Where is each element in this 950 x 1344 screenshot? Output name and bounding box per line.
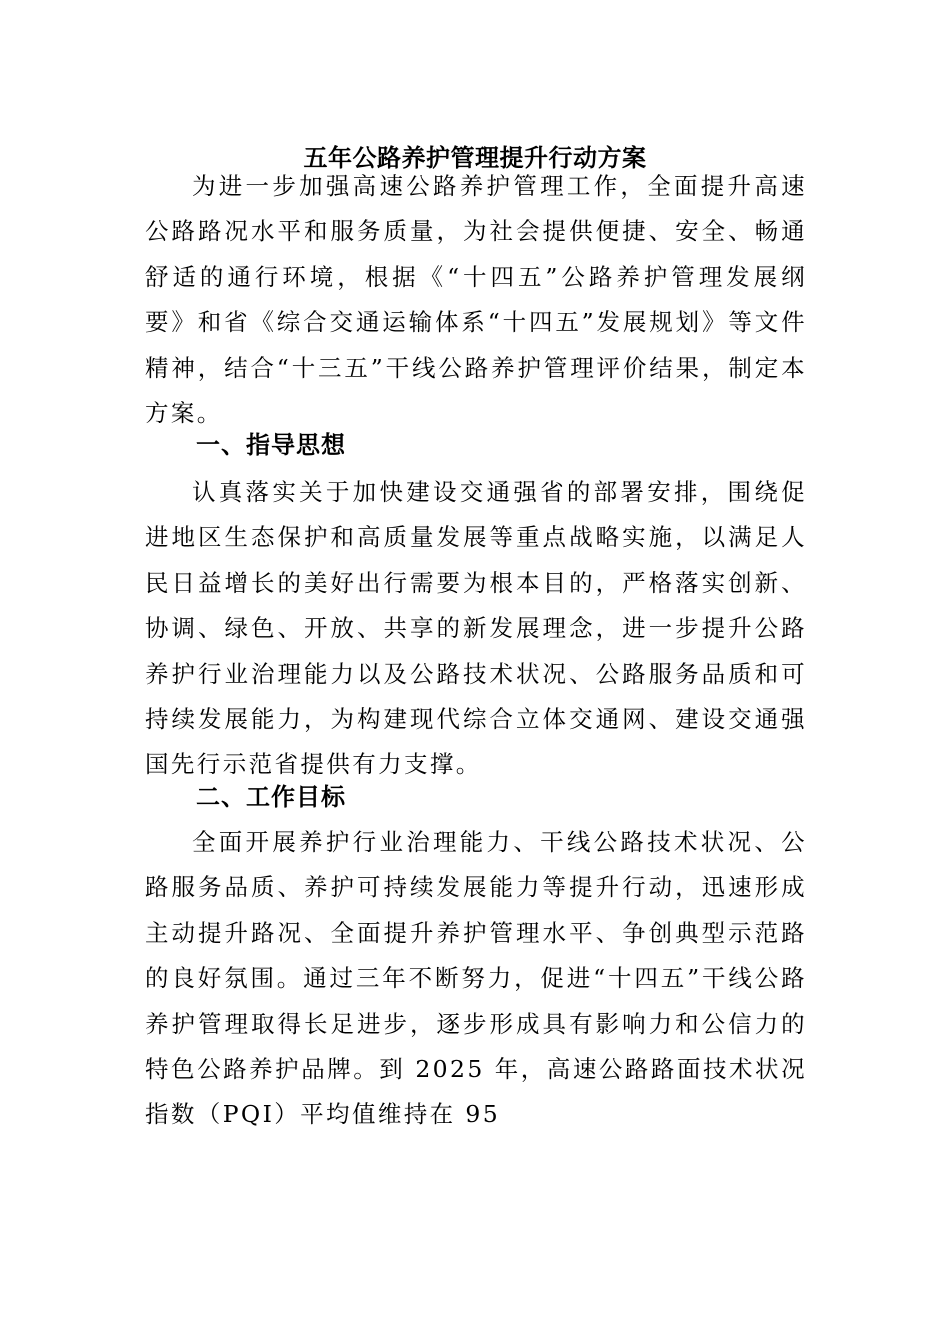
section-heading-work-goals: 二、工作目标 xyxy=(196,782,346,811)
intro-paragraph: 为进一步加强高速公路养护管理工作，全面提升高速公路路况水平和服务质量，为社会提供便捷、安全、畅通舒适的通行环境，根据《“十四五”公路养护管理发展纲要》和省《综合交通运输体系“十四五”发展规划》等文件精神，结合“十三五”干线公路养护管理评价结果，制定本方案。 xyxy=(145,172,807,428)
guiding-thought-paragraph: 认真落实关于加快建设交通强省的部署安排，围绕促进地区生态保护和高质量发展等重点战略实施，以满足人民日益增长的美好出行需要为根本目的，严格落实创新、协调、绿色、开放、共享的新发展理念，进一步提升公路养护行业治理能力以及公路技术状况、公路服务品质和可持续发展能力，为构建现代综合立体交通网、建设交通强国先行示范省提供有力支撑。 xyxy=(145,478,807,779)
work-goals-paragraph: 全面开展养护行业治理能力、干线公路技术状况、公路服务品质、养护可持续发展能力等提升行动，迅速形成主动提升路况、全面提升养护管理水平、争创典型示范路的良好氛围。通过三年不断努力，促进“十四五”干线公路养护管理取得长足进步，逐步形成具有影响力和公信力的特色公路养护品牌。到 2025 年，高速公路路面技术状况指数（PQI）平均值维持在 95 xyxy=(145,828,807,1129)
section-heading-guiding-thought: 一、指导思想 xyxy=(196,430,346,459)
document-title: 五年公路养护管理提升行动方案 xyxy=(303,143,647,173)
